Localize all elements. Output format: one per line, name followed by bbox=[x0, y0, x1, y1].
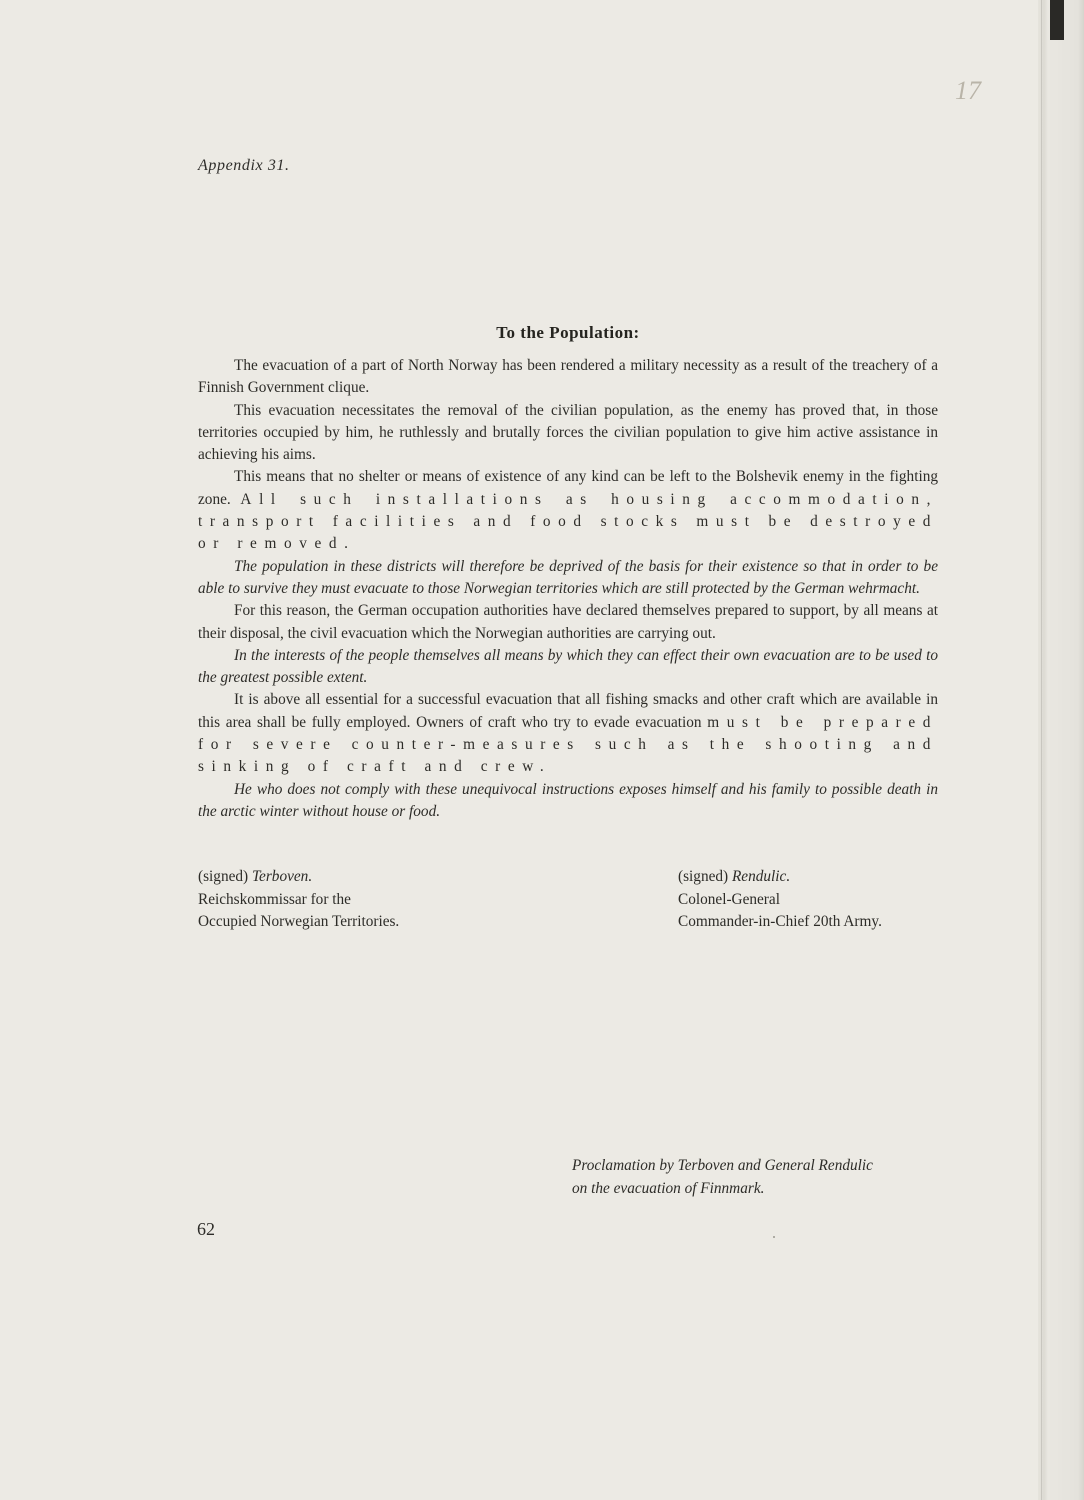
paragraph-8-text: He who does not comply with these unequivocal instructions exposes himself and his family to possible death in the arctic winter without house or food. bbox=[198, 780, 938, 820]
paragraph-3-text: This means that no shelter or means of existence of any kind can be left to the Bolshevik enemy in the fighting zone. bbox=[198, 468, 938, 508]
paragraph-1-text: The evacuation of a part of North Norway has been rendered a military necessity as a result of the treachery of a Finnish Government clique. bbox=[198, 357, 938, 397]
pencil-annotation: 17 bbox=[955, 76, 981, 105]
caption-line-2: on the evacuation of Finnmark. bbox=[572, 1179, 765, 1197]
paragraph-3 bbox=[198, 466, 938, 555]
paragraph-4 bbox=[198, 556, 938, 601]
signatory-title-line-2: Occupied Norwegian Territories. bbox=[198, 913, 400, 931]
paragraph-1 bbox=[198, 355, 938, 400]
figure-caption bbox=[572, 1155, 873, 1200]
paragraph-8 bbox=[198, 779, 938, 824]
signatory-name: Rendulic. bbox=[731, 868, 791, 885]
page-number: 62 bbox=[197, 1219, 215, 1239]
page-edge bbox=[1038, 0, 1084, 1500]
signatory-title-line-1: Colonel-General bbox=[678, 890, 780, 908]
signature-terboven bbox=[198, 866, 399, 934]
proclamation-heading: To the Population: bbox=[496, 323, 640, 342]
proclamation-body bbox=[198, 355, 938, 823]
signatory-title-line-2: Commander-in-Chief 20th Army. bbox=[678, 913, 882, 931]
paragraph-5-text: For this reason, the German occupation authorities have declared themselves prepared to support, by all means at their disposal, the civil evacuation which the Norwegian authorities are carrying out. bbox=[198, 602, 938, 642]
corner-mark bbox=[1050, 0, 1064, 40]
signatory-name: Terboven. bbox=[251, 868, 313, 885]
signature-line bbox=[678, 866, 882, 889]
page-edge-line bbox=[1041, 0, 1042, 1500]
paragraph-6-text: In the interests of the people themselves all means by which they can effect their own evacuation are to be used to the greatest possible extent. bbox=[198, 646, 938, 687]
signature-line bbox=[198, 866, 399, 889]
caption-line-1: Proclamation by Terboven and General Rendulic bbox=[572, 1157, 873, 1174]
paragraph-3-spaced-text: All such installations as housing accommodation, transport facilities and food stocks must be destroyed or removed. bbox=[198, 490, 938, 553]
paragraph-5 bbox=[198, 600, 938, 645]
paragraph-7 bbox=[198, 689, 938, 778]
paragraph-2 bbox=[198, 400, 938, 467]
signed-prefix: (signed) bbox=[678, 868, 732, 885]
paragraph-7-spaced-text: must be prepared for severe counter-measures such as the shooting and sinking of craft and crew. bbox=[198, 713, 938, 776]
paragraph-6 bbox=[198, 645, 938, 690]
paper-speck bbox=[773, 1236, 775, 1238]
paragraph-2-text: This evacuation necessitates the removal of the civilian population, as the enemy has proved that, in those territories occupied by him, he ruthlessly and brutally forces the civilian population to give him active assistance in achieving his aims. bbox=[198, 401, 938, 464]
paragraph-7-text: It is above all essential for a successful evacuation that all fishing smacks and other craft which are available in this area shall be fully employed. Owners of craft who try to evade evacuation bbox=[198, 691, 938, 731]
signatory-title-line-1: Reichskommissar for the bbox=[198, 890, 351, 908]
appendix-label: Appendix 31. bbox=[198, 157, 290, 174]
paragraph-4-text: The population in these districts will therefore be deprived of the basis for their existence so that in order to be able to survive they must evacuate to those Norwegian territories which are still protected by the German wehrmacht. bbox=[198, 557, 938, 597]
signature-rendulic bbox=[678, 866, 882, 934]
signed-prefix: (signed) bbox=[198, 868, 252, 885]
